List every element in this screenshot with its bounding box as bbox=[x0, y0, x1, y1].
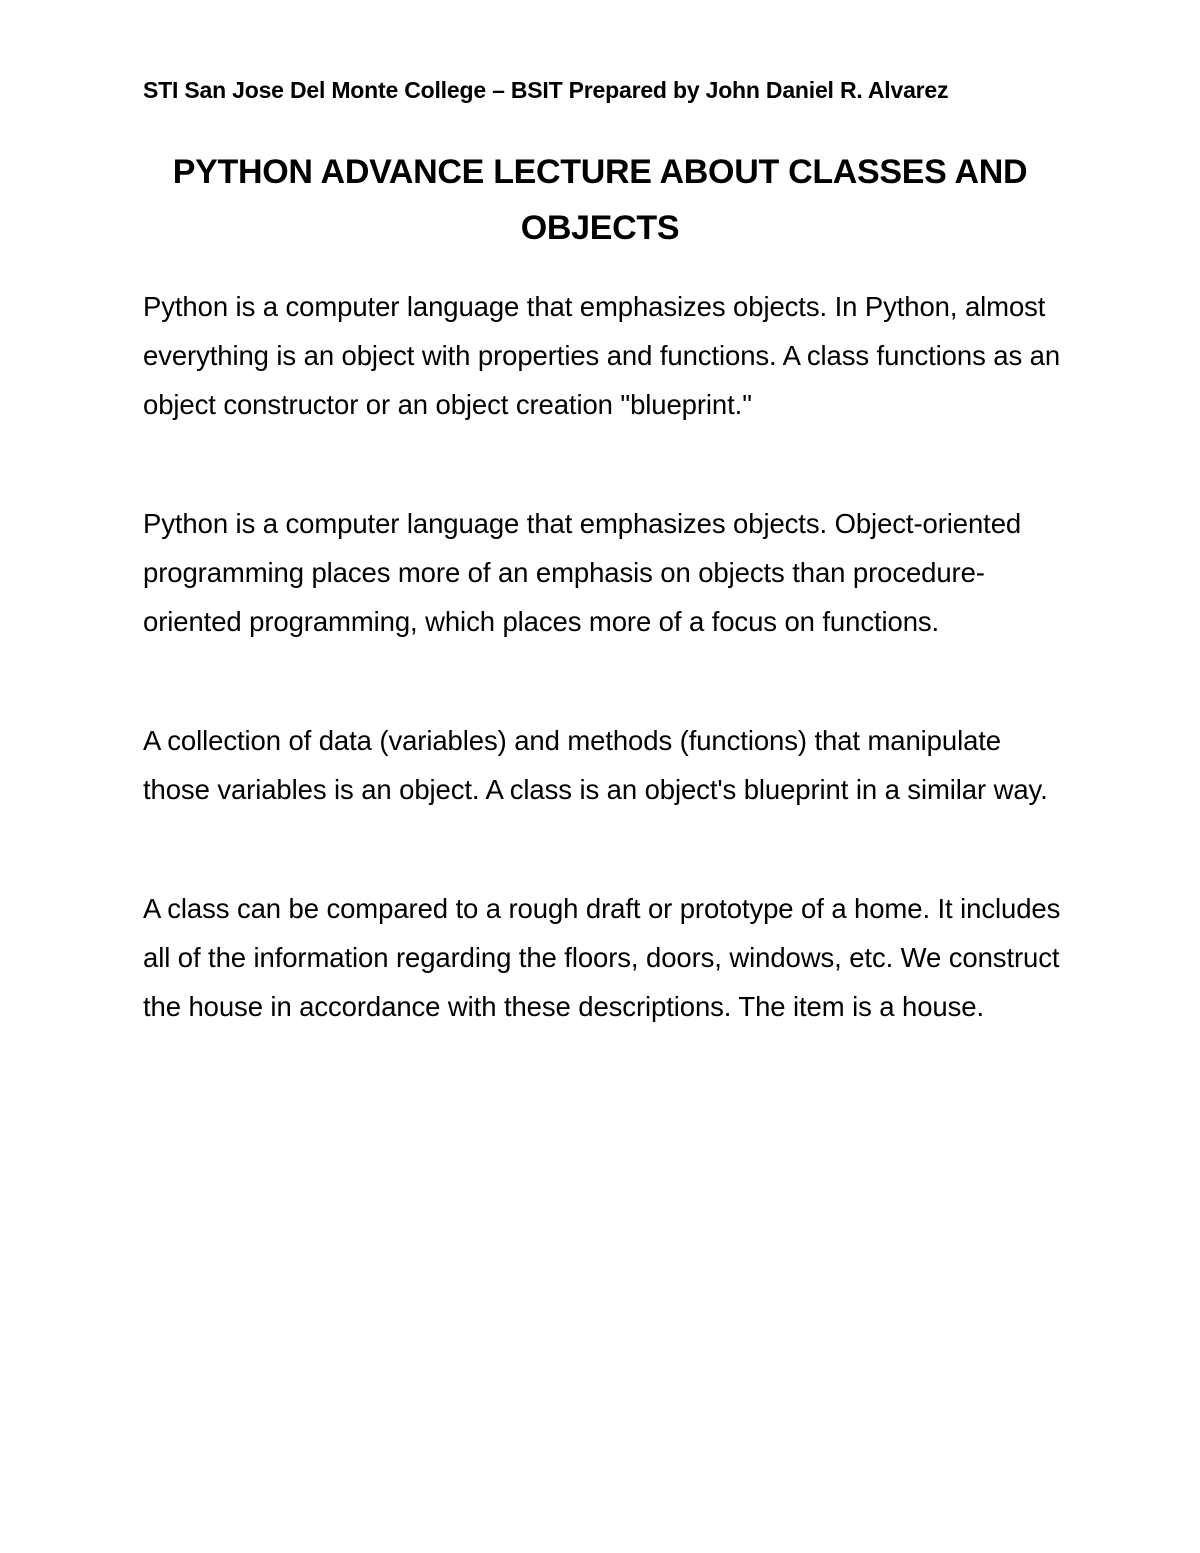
paragraph-4: A class can be compared to a rough draft or prototype of a home. It includes all of the information regarding the floors, doors, windows, etc. We construct the house in accordance with these descriptions. The item is a house. bbox=[143, 893, 1061, 1022]
document-title: PYTHON ADVANCE LECTURE ABOUT CLASSES AND OBJECTS bbox=[172, 153, 1028, 247]
page-header: STI San Jose Del Monte College – BSIT Prepared by John Daniel R. Alvarez bbox=[143, 77, 949, 103]
paragraph-1: Python is a computer language that emphasizes objects. In Python, almost everything is an object with properties and functions. A class functions as an object constructor or an object creation "blueprint." bbox=[143, 291, 1061, 420]
paragraph-2: Python is a computer language that emphasizes objects. Object-oriented programming places more of an emphasis on objects than procedure-oriented programming, which places more of a focus on functions. bbox=[143, 508, 1022, 637]
paragraph-3: A collection of data (variables) and methods (functions) that manipulate those variables is an object. A class is an object's blueprint in a similar way. bbox=[143, 725, 1048, 805]
